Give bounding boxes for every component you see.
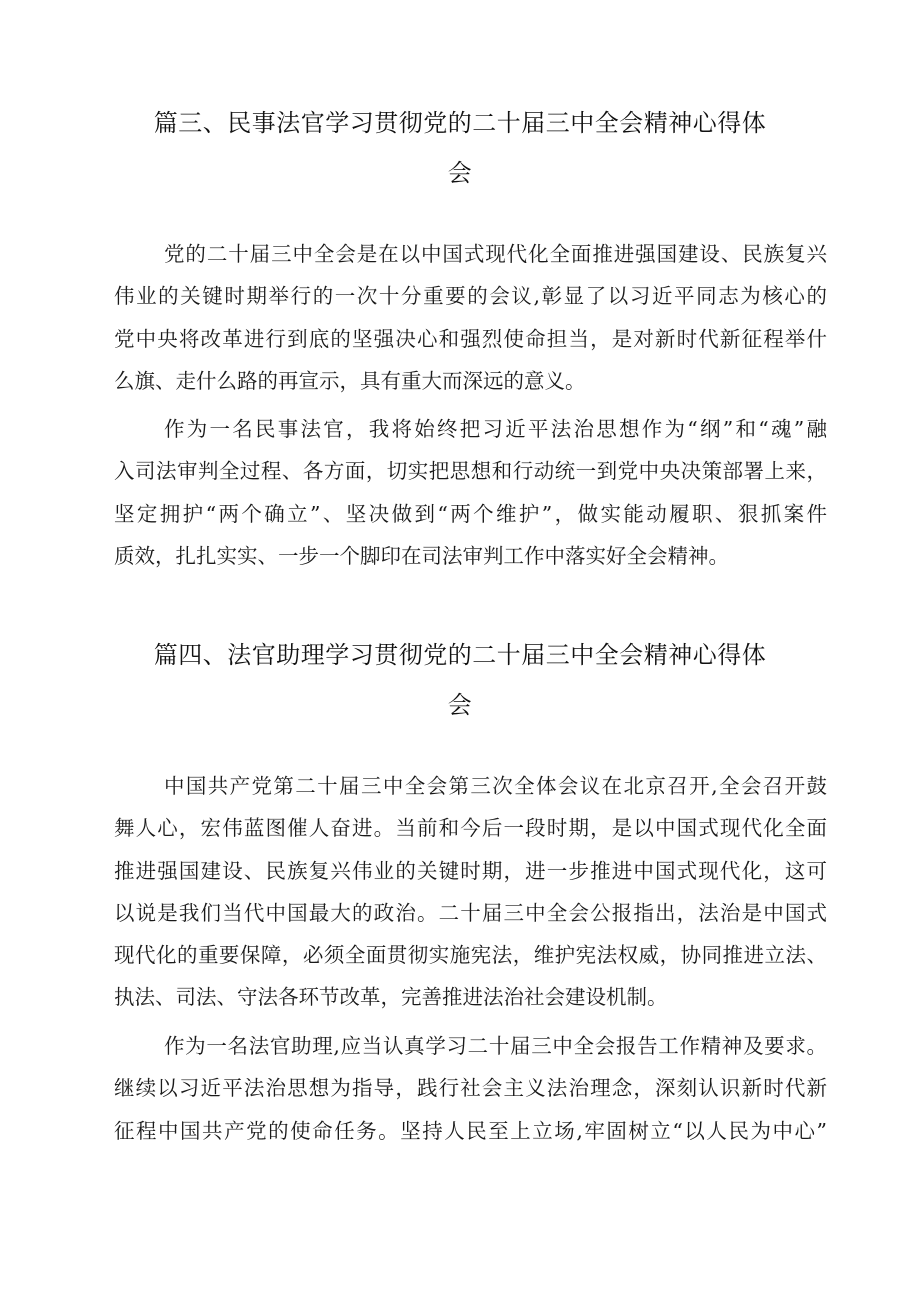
paragraph-line: 坚定拥护“两个确立”、坚决做到“两个维护”，做实能动履职、狠抓案件 <box>114 501 827 526</box>
paragraph-line: 舞人心，宏伟蓝图催人奋进。当前和今后一段时期，是以中国式现代化全面 <box>114 816 827 841</box>
section3-paragraph-1 <box>114 233 827 402</box>
paragraph-line: 执法、司法、守法各环节改革，完善推进法治社会建设机制。 <box>114 985 668 1010</box>
paragraph-line: 入司法审判全过程、各方面，切实把思想和行动统一到党中央决策部署上来， <box>114 459 827 484</box>
paragraph-line: 继续以习近平法治思想为指导，践行社会主义法治理念，深刻认识新时代新 <box>114 1076 827 1101</box>
paragraph-line: 党中央将改革进行到底的坚强决心和强烈使命担当，是对新时代新征程举什 <box>114 326 827 351</box>
paragraph-line: 么旗、走什么路的再宣示，具有重大而深远的意义。 <box>114 368 586 393</box>
paragraph-line: 作为一名民事法官，我将始终把习近平法治思想作为“纲”和“魂”融 <box>164 417 827 441</box>
section3-title-line1: 篇三、民事法官学习贯彻党的二十届三中全会精神心得体 <box>153 109 767 137</box>
section4-paragraph-2 <box>114 1025 827 1152</box>
paragraph-line: 征程中国共产党的使命任务。坚持人民至上立场,牢固树立“以人民为中心” <box>114 1118 827 1143</box>
section4-title-line2: 会 <box>447 691 473 719</box>
section3-title <box>110 98 810 198</box>
paragraph-line: 以说是我们当代中国最大的政治。二十届三中全会公报指出，法治是中国式 <box>114 900 827 925</box>
section4-title-line1: 篇四、法官助理学习贯彻党的二十届三中全会精神心得体 <box>153 641 767 669</box>
paragraph-line: 伟业的关键时期举行的一次十分重要的会议,彰显了以习近平同志为核心的 <box>114 284 827 309</box>
paragraph-line: 作为一名法官助理,应当认真学习二十届三中全会报告工作精神及要求。 <box>164 1034 827 1058</box>
section3-title-line2: 会 <box>447 159 473 187</box>
section4-title <box>110 630 810 730</box>
section3-paragraph-2 <box>114 408 827 577</box>
paragraph-line: 质效，扎扎实实、一步一个脚印在司法审判工作中落实好全会精神。 <box>114 543 729 568</box>
section4-paragraph-1 <box>114 765 827 1019</box>
paragraph-line: 现代化的重要保障，必须全面贯彻实施宪法，维护宪法权威，协同推进立法、 <box>114 943 827 968</box>
paragraph-line: 中国共产党第二十届三中全会第三次全体会议在北京召开,全会召开鼓 <box>164 774 827 798</box>
paragraph-line: 推进强国建设、民族复兴伟业的关键时期，进一步推进中国式现代化，这可 <box>114 858 827 883</box>
paragraph-line: 党的二十届三中全会是在以中国式现代化全面推进强国建设、民族复兴 <box>164 242 827 266</box>
